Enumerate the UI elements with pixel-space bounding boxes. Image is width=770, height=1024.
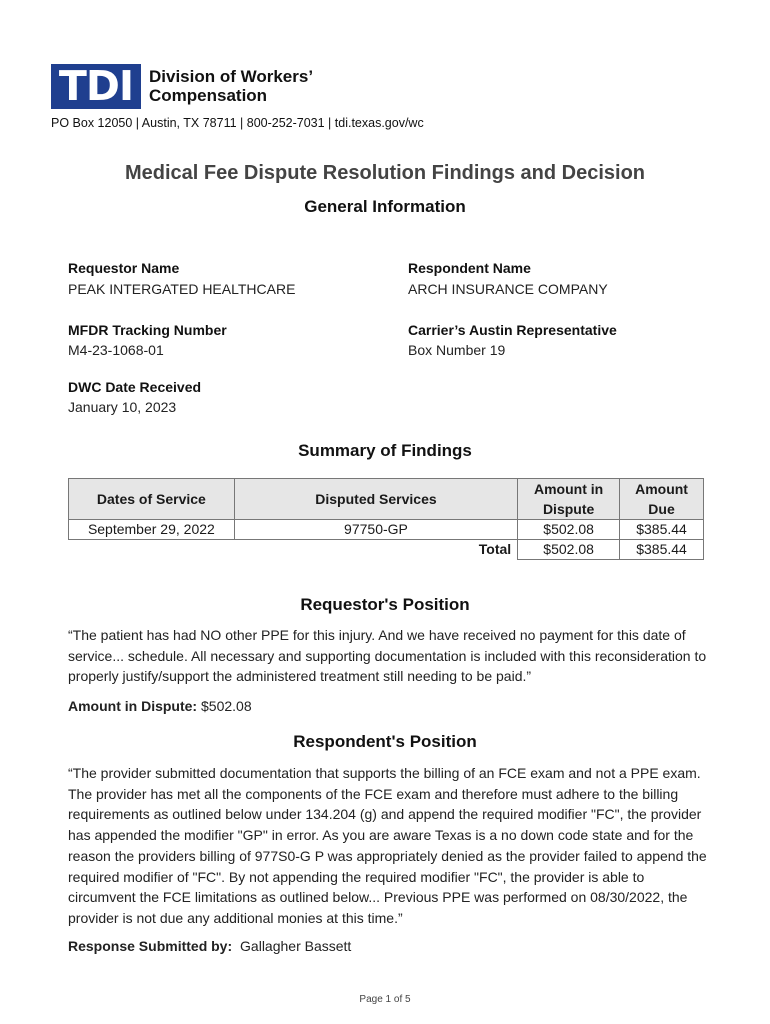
response-submitted-value: Gallagher Bassett bbox=[240, 938, 352, 954]
page-number: Page 1 of 5 bbox=[359, 994, 411, 1005]
header-dates-of-service: Dates of Service bbox=[69, 479, 235, 520]
amount-in-dispute-label: Amount in Dispute: bbox=[68, 698, 198, 714]
summary-heading: Summary of Findings bbox=[298, 441, 472, 460]
respondent-quote: “The provider submitted documentation that supports the billing of an FCE exam and not a PPE exam. The provider has met all the components of the FCE exam and therefore must adhere to the billing requirements as outlined below under 134.204 (g) and append the required modifier "FC", the provider has appended the modifier "GP" in error. As you are aware Texas is a no down code state and for the reason the providers billing of 977S0-G P was appropriately denied as the provider failed to append the required modifier of "FC". By not appending the required modifier "FC", the provider is able to circumvent the FCE limitations as outlined below... Previous PPE was performed on 08/30/2022, the provider is not due any additional monies at this time.” bbox=[68, 765, 707, 926]
response-submitted-label: Response Submitted by: bbox=[68, 938, 233, 954]
respondent-position-heading: Respondent's Position bbox=[293, 732, 477, 751]
cell-service: 97750-GP bbox=[234, 520, 517, 540]
respondent-name-value: ARCH INSURANCE COMPANY bbox=[408, 281, 608, 297]
cell-date: September 29, 2022 bbox=[69, 520, 235, 540]
page-title: Medical Fee Dispute Resolution Findings and Decision bbox=[124, 162, 646, 184]
total-dispute: $502.08 bbox=[518, 540, 620, 560]
amount-in-dispute-line bbox=[68, 696, 713, 717]
total-row bbox=[69, 540, 704, 560]
total-label: Total bbox=[478, 541, 512, 558]
division-line-1: Division of Workers’ bbox=[149, 67, 314, 86]
division-name bbox=[149, 67, 313, 105]
amount-in-dispute-value: $502.08 bbox=[201, 698, 252, 714]
respondent-name-label: Respondent Name bbox=[408, 260, 531, 276]
carrier-rep-label: Carrier’s Austin Representative bbox=[408, 322, 617, 338]
requestor-name-value: PEAK INTERGATED HEALTHCARE bbox=[68, 281, 296, 297]
tracking-number-value: M4-23-1068-01 bbox=[68, 342, 164, 358]
header-amount-in-dispute: Amount in Dispute bbox=[518, 479, 620, 520]
division-line-2: Compensation bbox=[149, 86, 268, 105]
tdi-logo: TDI bbox=[51, 64, 141, 109]
response-submitted-line bbox=[68, 936, 713, 957]
table-header-row bbox=[69, 479, 704, 520]
requestor-position-heading: Requestor's Position bbox=[300, 595, 470, 614]
requestor-name-label: Requestor Name bbox=[68, 260, 180, 276]
tracking-number-label: MFDR Tracking Number bbox=[68, 322, 227, 338]
requestor-quote: “The patient has had NO other PPE for this injury. And we have received no payment for this date of service... schedule. All necessary and supporting documentation is included with this reconsideration to properly justify/support the administered treatment still needing to be paid.” bbox=[68, 627, 707, 685]
header-amount-due: Amount Due bbox=[620, 479, 704, 520]
header-disputed-services: Disputed Services bbox=[234, 479, 517, 520]
cell-due: $385.44 bbox=[620, 520, 704, 540]
address-line: PO Box 12050 | Austin, TX 78711 | 800-252-7031 | tdi.texas.gov/wc bbox=[51, 116, 424, 130]
date-received-value: January 10, 2023 bbox=[68, 399, 177, 415]
table-row bbox=[69, 520, 704, 540]
date-received-label: DWC Date Received bbox=[68, 379, 202, 395]
findings-table bbox=[68, 478, 704, 560]
cell-dispute: $502.08 bbox=[518, 520, 620, 540]
carrier-rep-value: Box Number 19 bbox=[408, 342, 506, 358]
total-due: $385.44 bbox=[620, 540, 704, 560]
general-information-heading: General Information bbox=[304, 197, 466, 216]
